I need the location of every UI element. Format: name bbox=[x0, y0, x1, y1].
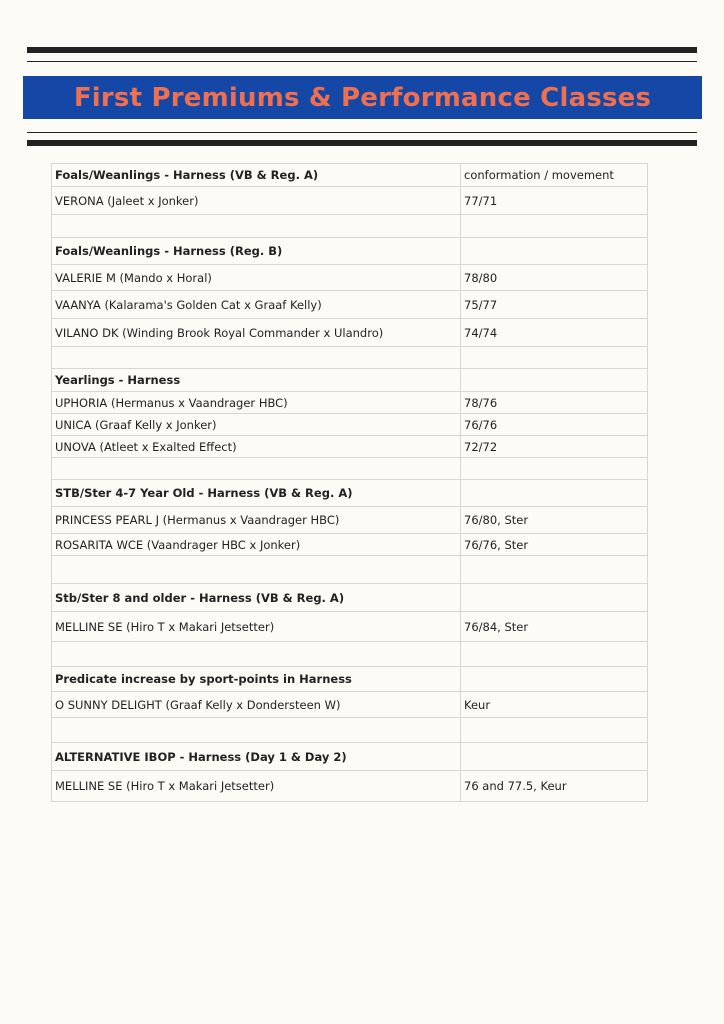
class-name-cell: Yearlings - Harness bbox=[52, 369, 461, 392]
column-header-cell bbox=[461, 369, 648, 392]
class-name-cell: STB/Ster 4-7 Year Old - Harness (VB & Reg. A) bbox=[52, 480, 461, 507]
horse-name-cell: MELLINE SE (Hiro T x Makari Jetsetter) bbox=[52, 771, 461, 802]
score-cell bbox=[461, 718, 648, 743]
column-header-cell bbox=[461, 743, 648, 771]
table-row bbox=[52, 436, 648, 458]
horse-name-cell: VILANO DK (Winding Brook Royal Commander x Ulandro) bbox=[52, 319, 461, 347]
horse-name-cell: UPHORIA (Hermanus x Vaandrager HBC) bbox=[52, 392, 461, 414]
score-cell bbox=[461, 556, 648, 584]
score-cell: 76/76 bbox=[461, 414, 648, 436]
score-cell: 78/80 bbox=[461, 265, 648, 291]
section-header-row bbox=[52, 238, 648, 265]
score-cell: 76/80, Ster bbox=[461, 507, 648, 534]
section-header-row bbox=[52, 369, 648, 392]
score-cell: Keur bbox=[461, 692, 648, 718]
score-cell bbox=[461, 642, 648, 667]
class-name-cell: Foals/Weanlings - Harness (Reg. B) bbox=[52, 238, 461, 265]
table-row bbox=[52, 265, 648, 291]
column-header-cell bbox=[461, 480, 648, 507]
horse-name-cell: O SUNNY DELIGHT (Graaf Kelly x Dondersteen W) bbox=[52, 692, 461, 718]
horse-name-cell: VALERIE M (Mando x Horal) bbox=[52, 265, 461, 291]
section-header-row bbox=[52, 164, 648, 187]
table-row bbox=[52, 291, 648, 319]
spacer-row bbox=[52, 215, 648, 238]
score-cell: 72/72 bbox=[461, 436, 648, 458]
score-cell bbox=[461, 347, 648, 369]
horse-name-cell bbox=[52, 458, 461, 480]
title-banner bbox=[23, 76, 702, 119]
class-name-cell: Predicate increase by sport-points in Harness bbox=[52, 667, 461, 692]
table-row bbox=[52, 187, 648, 215]
score-cell: 76 and 77.5, Keur bbox=[461, 771, 648, 802]
table-row bbox=[52, 392, 648, 414]
section-header-row bbox=[52, 743, 648, 771]
section-header-row bbox=[52, 480, 648, 507]
spacer-row bbox=[52, 642, 648, 667]
score-cell: 75/77 bbox=[461, 291, 648, 319]
horse-name-cell: PRINCESS PEARL J (Hermanus x Vaandrager HBC) bbox=[52, 507, 461, 534]
horse-name-cell bbox=[52, 215, 461, 238]
horse-name-cell: VAANYA (Kalarama's Golden Cat x Graaf Kelly) bbox=[52, 291, 461, 319]
column-header-cell bbox=[461, 238, 648, 265]
score-cell: 74/74 bbox=[461, 319, 648, 347]
table-row bbox=[52, 534, 648, 556]
score-cell: 76/84, Ster bbox=[461, 612, 648, 642]
class-name-cell: Foals/Weanlings - Harness (VB & Reg. A) bbox=[52, 164, 461, 187]
score-cell bbox=[461, 215, 648, 238]
spacer-row bbox=[52, 718, 648, 743]
horse-name-cell bbox=[52, 642, 461, 667]
spacer-row bbox=[52, 458, 648, 480]
top-rule-thin bbox=[27, 61, 697, 62]
table-row bbox=[52, 414, 648, 436]
section-header-row bbox=[52, 584, 648, 612]
class-name-cell: ALTERNATIVE IBOP - Harness (Day 1 & Day 2) bbox=[52, 743, 461, 771]
horse-name-cell: VERONA (Jaleet x Jonker) bbox=[52, 187, 461, 215]
horse-name-cell: MELLINE SE (Hiro T x Makari Jetsetter) bbox=[52, 612, 461, 642]
horse-name-cell bbox=[52, 347, 461, 369]
column-header-cell bbox=[461, 584, 648, 612]
results-table bbox=[51, 163, 648, 802]
score-cell: 76/76, Ster bbox=[461, 534, 648, 556]
horse-name-cell: ROSARITA WCE (Vaandrager HBC x Jonker) bbox=[52, 534, 461, 556]
bottom-rule-thin bbox=[27, 132, 697, 133]
spacer-row bbox=[52, 556, 648, 584]
spacer-row bbox=[52, 347, 648, 369]
table-row bbox=[52, 692, 648, 718]
table-row bbox=[52, 319, 648, 347]
section-header-row bbox=[52, 667, 648, 692]
score-cell: 77/71 bbox=[461, 187, 648, 215]
horse-name-cell bbox=[52, 556, 461, 584]
results-table-body bbox=[52, 164, 648, 802]
horse-name-cell bbox=[52, 718, 461, 743]
bottom-rule-thick bbox=[27, 140, 697, 146]
page-title: First Premiums & Performance Classes bbox=[73, 82, 652, 113]
column-header-cell bbox=[461, 667, 648, 692]
column-header-cell: conformation / movement bbox=[461, 164, 648, 187]
horse-name-cell: UNOVA (Atleet x Exalted Effect) bbox=[52, 436, 461, 458]
top-rule-thick bbox=[27, 47, 697, 53]
table-row bbox=[52, 507, 648, 534]
score-cell: 78/76 bbox=[461, 392, 648, 414]
table-row bbox=[52, 771, 648, 802]
class-name-cell: Stb/Ster 8 and older - Harness (VB & Reg. A) bbox=[52, 584, 461, 612]
score-cell bbox=[461, 458, 648, 480]
table-row bbox=[52, 612, 648, 642]
horse-name-cell: UNICA (Graaf Kelly x Jonker) bbox=[52, 414, 461, 436]
